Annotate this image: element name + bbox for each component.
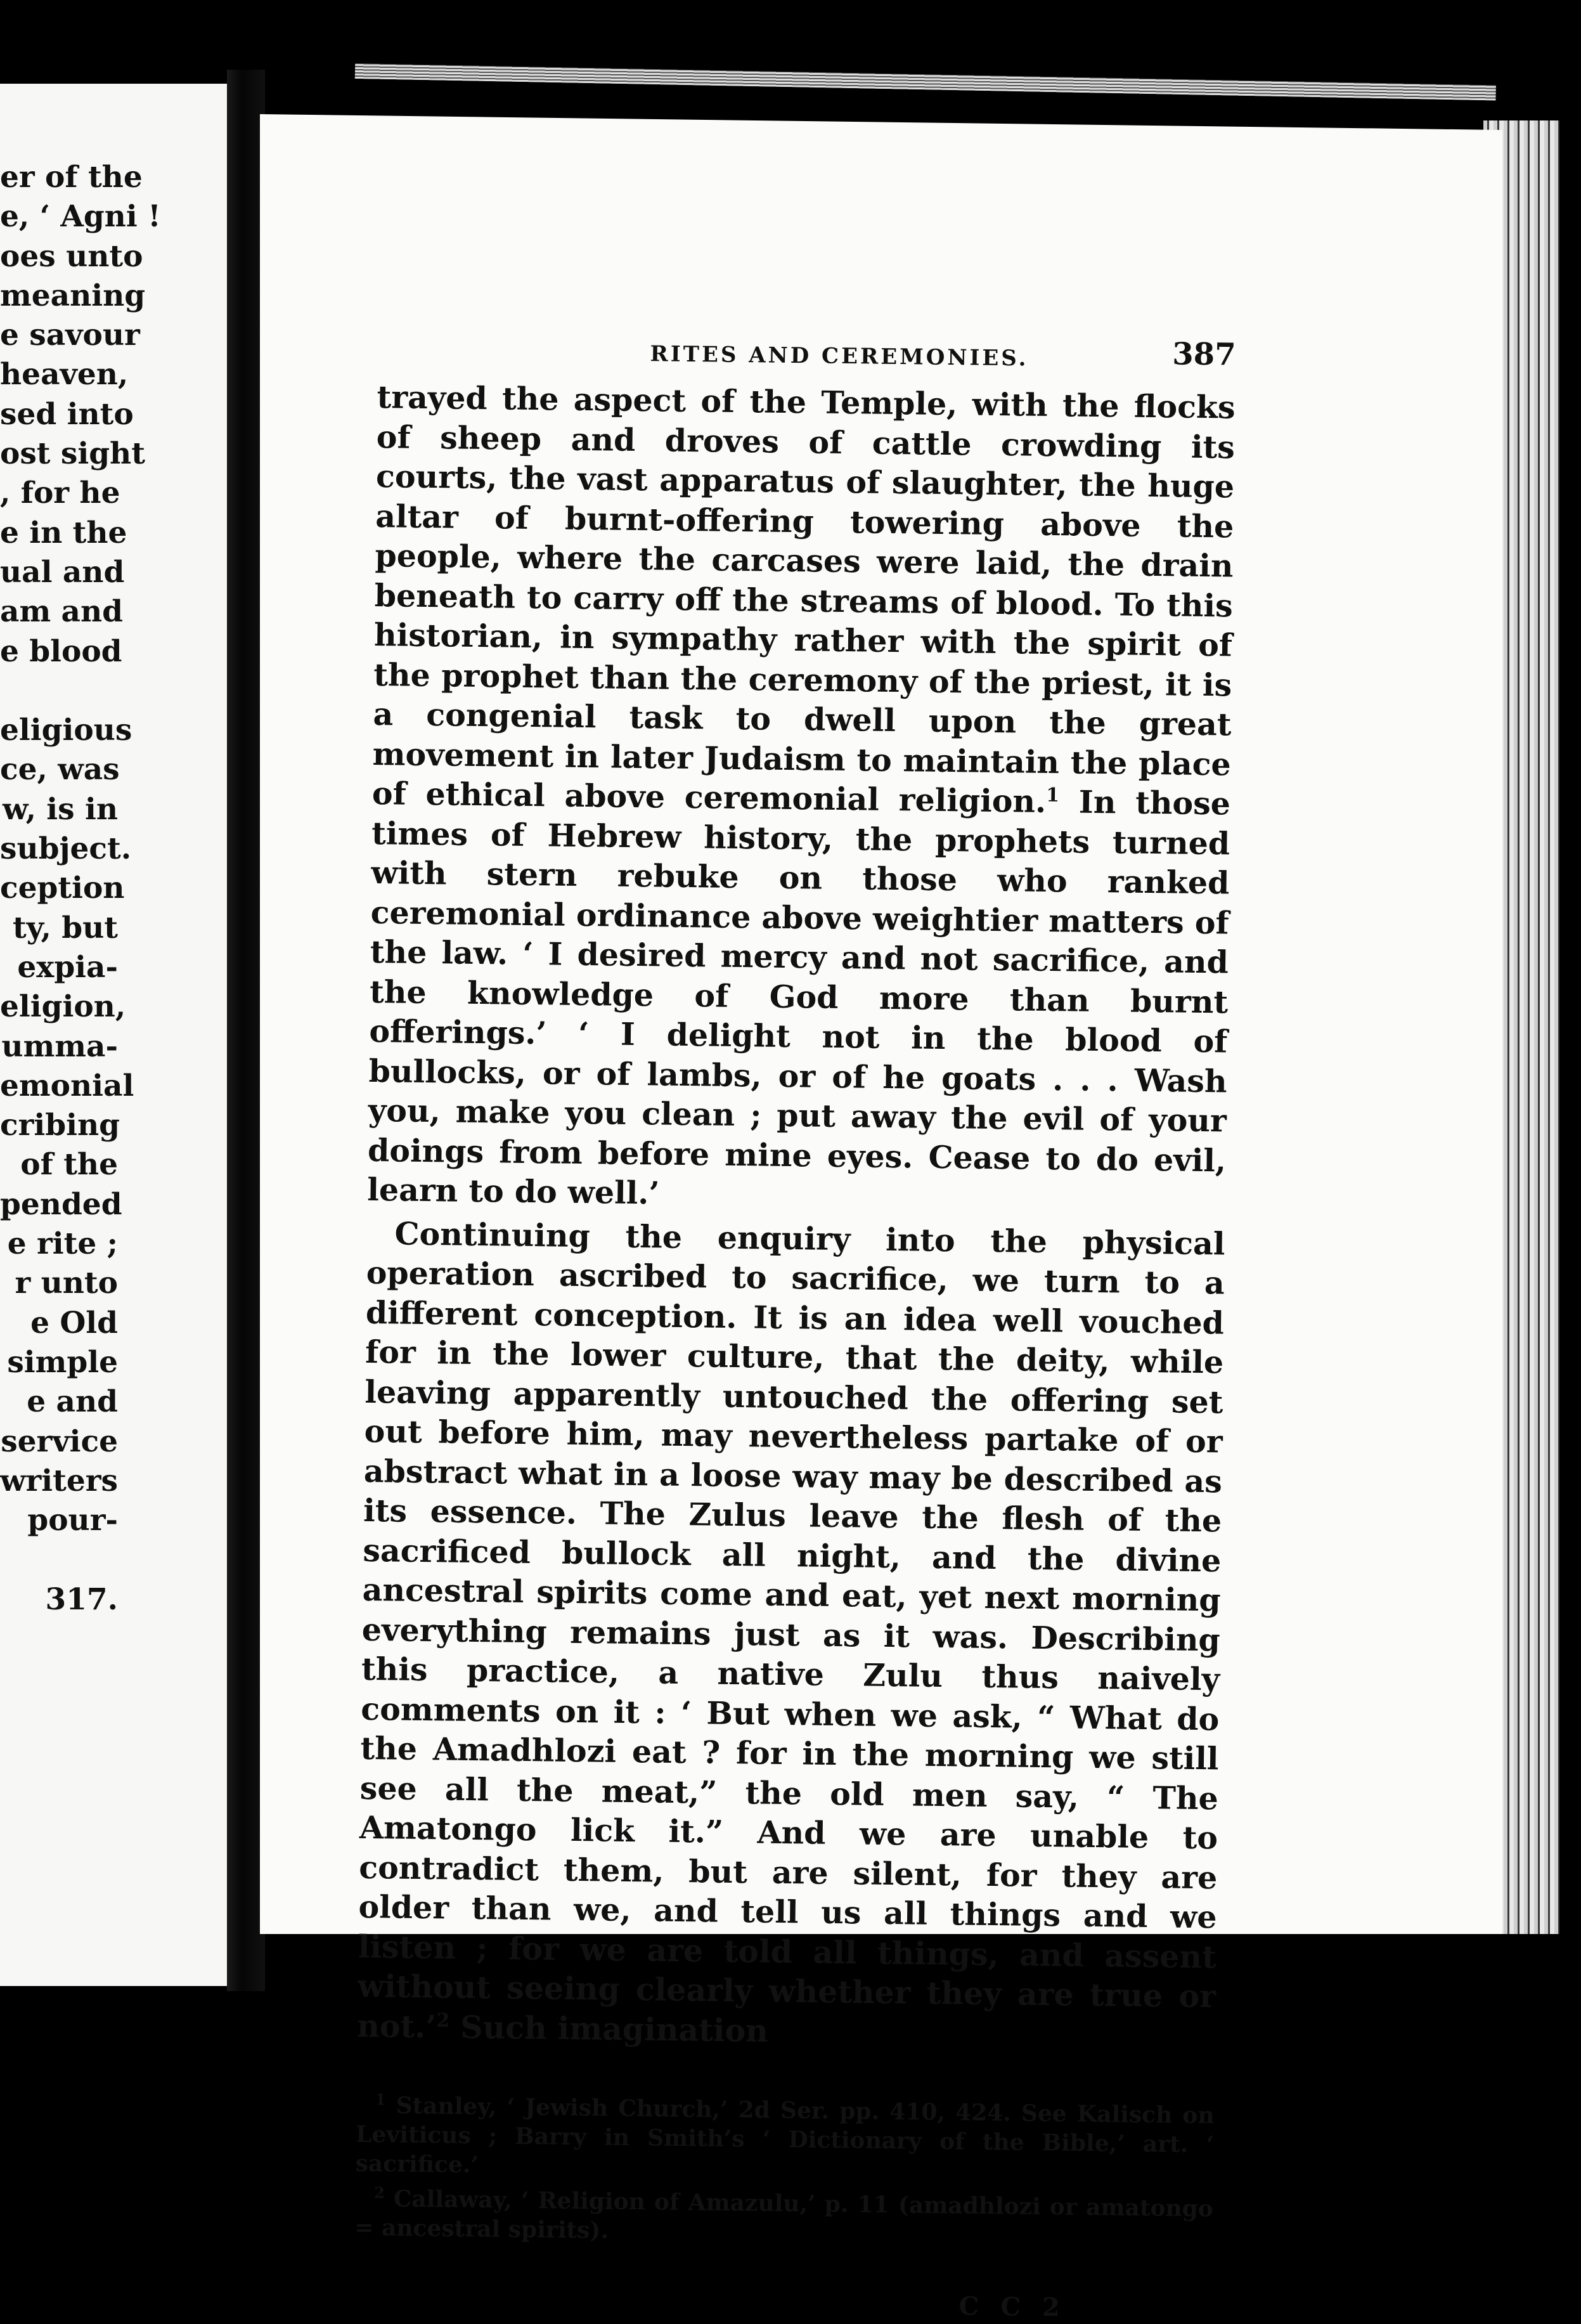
previous-page-line [0, 673, 227, 713]
footnote-reference: 2 [436, 2009, 450, 2032]
previous-page-line: e and [27, 1384, 118, 1420]
previous-page-line: pended [0, 1186, 122, 1222]
previous-page-line: eligion, [0, 989, 126, 1025]
previous-page-line [0, 1542, 227, 1581]
page-number: 387 [1172, 336, 1236, 373]
footnote-text: Stanley, ‘ Jewish Church,’ 2d Ser. pp. 410, 424. See Kalisch on Leviticus ; Barry in Smith’s ‘ Dictionary of the Bible,’ art. ‘ sacrifice.’ [355, 2092, 1215, 2179]
previous-page-line: ost sight [0, 436, 145, 472]
previous-page-line: umma- [1, 1029, 118, 1064]
previous-page-line: expia- [17, 949, 118, 985]
footnote-mark: 2 [373, 2183, 385, 2202]
running-head [377, 327, 1236, 388]
paragraph-text: In those times of Hebrew history, the prophets turned with stern rebuke on those who ranked ceremonial ordinance above weightier matters of the law. ‘ I desired mercy and not sacrifice, and the knowledge of God more than burnt offerings.’ ‘ I delight not in the blood of bullocks, or of lambs, or of he goats . . . Wash you, make you clean ; put away the evil of your doings from before mine eyes. Cease to do evil, learn to do well.’ [367, 783, 1231, 1212]
previous-page-text [0, 160, 227, 1621]
previous-page-line: writers [0, 1463, 118, 1498]
footnote [354, 2178, 1213, 2253]
previous-page-line: , for he [0, 476, 120, 511]
previous-page-line: heaven, [0, 357, 129, 393]
previous-page-line: w, is in [2, 791, 118, 827]
previous-page-line: r unto [15, 1266, 118, 1301]
previous-page-line: e Old [30, 1305, 118, 1341]
body-text [357, 377, 1236, 2056]
page-top-edge [355, 63, 1496, 101]
previous-page-line: of the [20, 1147, 118, 1183]
paragraph-text: Such imagination [449, 2008, 769, 2049]
previous-page-line: ce, was [0, 752, 120, 788]
previous-page-line: 317. [45, 1581, 118, 1617]
book-spine [227, 70, 265, 1991]
previous-page-line: emonial [0, 1068, 134, 1103]
previous-page-line: pour- [27, 1503, 118, 1538]
previous-page-line: oes unto [0, 238, 143, 274]
paragraph-text: Continuing the enquiry into the physical operation ascribed to sacrifice, we turn to a different conception. It is an idea well vouched for in the lower culture, that the deity, while leaving apparently untouched the offering set out before him, may nevertheless partake of or abstract what in a loose way may be described as its essence. The Zulus leave the flesh of the sacrificed bullock all night, and the divine ancestral spirits come and eat, yet next morning everything remains just as it was. Describing this practice, a native Zulu thus naively comments on it : ‘ But when we ask, “ What do the Amadhlozi eat ? for in the morning we still see all the meat,” the old men say, “ The Amatongo lick it.” And we are unable to contradict them, but are silent, for they are older than we, and tell us all things and we listen ; for we are told all things, and assent without seeing clearly whether they are true or not.’ [356, 1214, 1225, 2045]
previous-page-line: e savour [0, 318, 140, 353]
previous-page-line: service [1, 1424, 118, 1459]
previous-page-line: cribing [0, 1108, 120, 1143]
previous-page [0, 84, 227, 1986]
footnote [355, 2085, 1215, 2189]
previous-page-line: e, ‘ Agni ! [0, 199, 161, 235]
previous-page-line: e rite ; [7, 1226, 118, 1262]
running-title: RITES AND CEREMONIES. [650, 341, 1029, 372]
paragraph [357, 1213, 1225, 2056]
signature-mark: C C 2 [958, 2291, 1067, 2323]
previous-page-line: simple [7, 1344, 118, 1380]
previous-page-line: ty, but [13, 910, 118, 945]
footnotes [354, 2085, 1215, 2253]
paragraph [367, 377, 1236, 1220]
previous-page-line: am and [0, 594, 124, 630]
previous-page-line: e in the [0, 515, 127, 550]
previous-page-line: er of the [0, 160, 143, 195]
previous-page-line: e blood [0, 633, 122, 669]
previous-page-line: meaning [0, 278, 146, 313]
footnote-reference: 1 [1046, 784, 1060, 807]
footnote-mark: 1 [375, 2090, 386, 2109]
paragraph-text: trayed the aspect of the Temple, with the flocks of sheep and droves of cattle crowding its courts, the vast apparatus of slaughter, the huge altar of burnt-offering towering above the people, where the carcases were laid, the drain beneath to carry off the streams of blood. To this historian, in sympathy rather with the spirit of the prophet than the ceremony of the priest, it is a congenial task to dwell upon the great movement in later Judaism to maintain the place of ethical above ceremonial religion. [371, 378, 1236, 820]
previous-page-line: ual and [0, 554, 125, 590]
previous-page-line: eligious [0, 713, 132, 748]
previous-page-line: ception [0, 871, 125, 906]
page-content [354, 327, 1236, 2324]
previous-page-line: subject. [0, 831, 132, 867]
footnote-text: Callaway, ‘ Religion of Amazulu,’ p. 11 (amadhlozi or amatongo = ancestral spirits). [354, 2185, 1214, 2244]
previous-page-line: sed into [0, 396, 134, 432]
